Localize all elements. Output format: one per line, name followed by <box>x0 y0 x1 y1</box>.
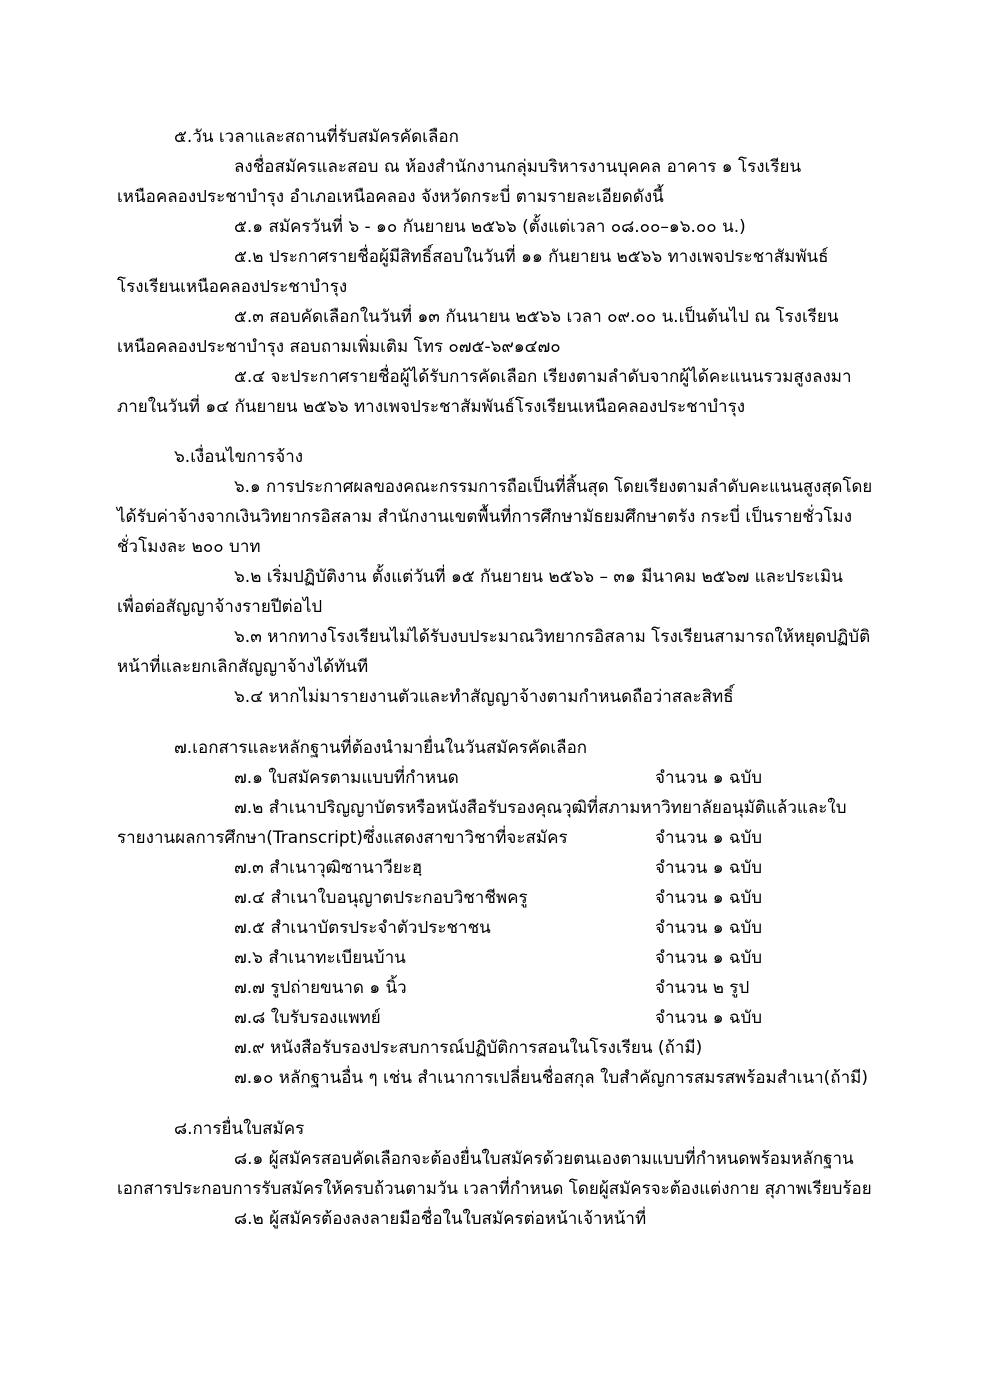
section-5-item-4: ๕.๔ จะประกาศรายชื่อผู้ได้รับการคัดเลือก เรียงตามลำดับจากผู้ได้คะแนนรวมสูงลงมา <box>234 367 852 387</box>
section-5-item-4-cont: ภายในวันที่ ๑๔ กันยายน ๒๕๖๖ ทางเพจประชาสัมพันธ์โรงเรียนเหนือคลองประชาบำรุง <box>117 397 746 417</box>
section-7-item-2: ๗.๒ สำเนาปริญญาบัตรหรือหนังสือรับรองคุณวุฒิที่สภามหาวิทยาลัยอนุมัติแล้วและใบ <box>234 798 847 818</box>
section-5-item-1: ๕.๑ สมัครวันที่ ๖ - ๑๐ กันยายน ๒๕๖๖ (ตั้งแต่เวลา ๐๘.๐๐–๑๖.๐๐ น.) <box>234 217 746 237</box>
section-7-item-3-quantity: จำนวน ๑ ฉบับ <box>655 858 763 878</box>
section-7-item-9: ๗.๙ หนังสือรับรองประสบการณ์ปฏิบัติการสอนในโรงเรียน (ถ้ามี) <box>234 1038 703 1058</box>
section-7-item-10: ๗.๑๐ หลักฐานอื่น ๆ เช่น สำเนาการเปลี่ยนชื่อสกุล ใบสำคัญการสมรสพร้อมสำเนา(ถ้ามี) <box>234 1068 868 1088</box>
section-6-item-1: ๖.๑ การประกาศผลของคณะกรรมการถือเป็นที่สิ้นสุด โดยเรียงตามลำดับคะแนนสูงสุดโดย <box>234 477 873 497</box>
section-8-item-2: ๘.๒ ผู้สมัครต้องลงลายมือชื่อในใบสมัครต่อหน้าเจ้าหน้าที่ <box>234 1209 647 1229</box>
section-7-item-4-quantity: จำนวน ๑ ฉบับ <box>655 888 763 908</box>
section-7-item-5-quantity: จำนวน ๑ ฉบับ <box>655 918 763 938</box>
section-7-item-8-quantity: จำนวน ๑ ฉบับ <box>655 1008 763 1028</box>
section-5-item-3: ๕.๓ สอบคัดเลือกในวันที่ ๑๓ กันนายน ๒๕๖๖ เวลา ๐๙.๐๐ น.เป็นต้นไป ณ โรงเรียน <box>234 307 839 327</box>
section-7-item-2-quantity: จำนวน ๑ ฉบับ <box>655 828 763 848</box>
section-8-item-1-cont: เอกสารประกอบการรับสมัครให้ครบถ้วนตามวัน เวลาที่กำหนด โดยผู้สมัครจะต้องแต่งกาย สุภาพเรียบร้อย <box>117 1179 872 1199</box>
section-7-item-4: ๗.๔ สำเนาใบอนุญาตประกอบวิชาชีพครู <box>234 888 528 908</box>
section-7-item-3: ๗.๓ สำเนาวุฒิซานาวียะฮฺ <box>234 858 423 878</box>
section-7-item-6: ๗.๖ สำเนาทะเบียนบ้าน <box>234 948 406 968</box>
section-7-item-7-quantity: จำนวน ๒ รูป <box>655 978 750 998</box>
section-7-item-2-cont: รายงานผลการศึกษา(Transcript)ซึ่งแสดงสาขาวิชาที่จะสมัคร <box>117 828 568 848</box>
section-6-item-1-cont: ได้รับค่าจ้างจากเงินวิทยากรอิสลาม สำนักงานเขตพื้นที่การศึกษามัธยมศึกษาตรัง กระบี่ เป็นรายชั่วโมง <box>117 507 853 527</box>
section-6-item-3: ๖.๓ หากทางโรงเรียนไม่ได้รับงบประมาณวิทยากรอิสลาม โรงเรียนสามารถให้หยุดปฏิบัติ <box>234 627 871 647</box>
section-6-item-2: ๖.๒ เริ่มปฏิบัติงาน ตั้งแต่วันที่ ๑๕ กันยายน ๒๕๖๖ – ๓๑ มีนาคม ๒๕๖๗ และประเมิน <box>234 567 843 587</box>
section-7-heading: ๗.เอกสารและหลักฐานที่ต้องนำมายื่นในวันสมัครคัดเลือก <box>174 738 588 758</box>
section-5-heading: ๕.วัน เวลาและสถานที่รับสมัครคัดเลือก <box>174 127 459 147</box>
section-7-item-1: ๗.๑ ใบสมัครตามแบบที่กำหนด <box>234 768 459 788</box>
section-6-item-4: ๖.๔ หากไม่มารายงานตัวและทำสัญญาจ้างตามกำหนดถือว่าสละสิทธิ์ <box>234 687 734 707</box>
section-6-item-3-cont: หน้าที่และยกเลิกสัญญาจ้างได้ทันที <box>117 657 369 677</box>
section-7-item-7: ๗.๗ รูปถ่ายขนาด ๑ นิ้ว <box>234 978 407 998</box>
section-6-heading: ๖.เงื่อนไขการจ้าง <box>174 447 304 467</box>
section-5-item-2: ๕.๒ ประกาศรายชื่อผู้มีสิทธิ์สอบในวันที่ ๑๑ กันยายน ๒๕๖๖ ทางเพจประชาสัมพันธ์ <box>234 247 829 267</box>
section-7-item-1-quantity: จำนวน ๑ ฉบับ <box>655 768 763 788</box>
section-5-item-3-cont: เหนือคลองประชาบำรุง สอบถามเพิ่มเติม โทร ๐๗๕-๖๙๑๔๗๐ <box>117 337 561 357</box>
section-8-heading: ๘.การยื่นใบสมัคร <box>174 1119 305 1139</box>
section-8-item-1: ๘.๑ ผู้สมัครสอบคัดเลือกจะต้องยื่นใบสมัครด้วยตนเองตามแบบที่กำหนดพร้อมหลักฐาน <box>234 1149 854 1169</box>
section-5-item-2-cont: โรงเรียนเหนือคลองประชาบำรุง <box>117 277 348 297</box>
section-7-item-8: ๗.๘ ใบรับรองแพทย์ <box>234 1008 381 1028</box>
section-5-intro-line-2: เหนือคลองประชาบำรุง อำเภอเหนือคลอง จังหวัดกระบี่ ตามรายละเอียดดังนี้ <box>117 187 664 207</box>
section-7-item-5: ๗.๕ สำเนาบัตรประจำตัวประชาชน <box>234 918 491 938</box>
section-6-item-2-cont: เพื่อต่อสัญญาจ้างรายปีต่อไป <box>117 597 323 617</box>
section-5-intro-line-1: ลงชื่อสมัครและสอบ ณ ห้องสำนักงานกลุ่มบริหารงานบุคคล อาคาร ๑ โรงเรียน <box>234 157 802 177</box>
section-6-item-1-cont-2: ชั่วโมงละ ๒๐๐ บาท <box>117 537 261 557</box>
section-7-item-6-quantity: จำนวน ๑ ฉบับ <box>655 948 763 968</box>
